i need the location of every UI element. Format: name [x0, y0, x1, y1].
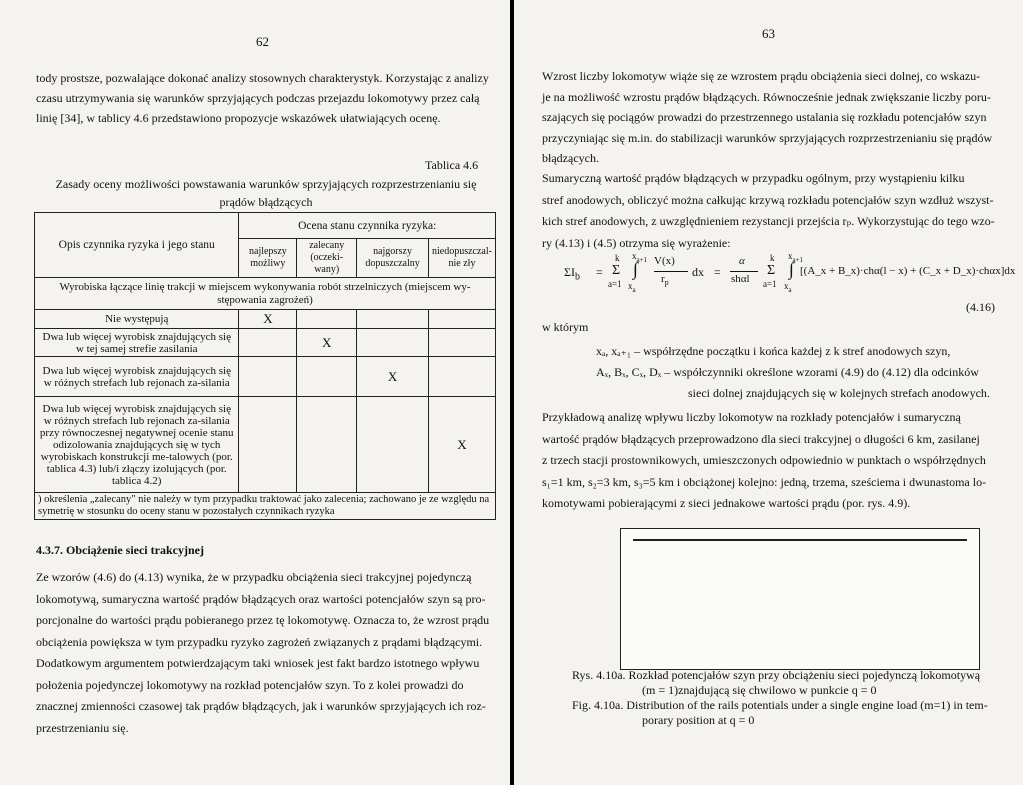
body-line: znacznej zmienności czasowej tak prądów błądzących, jak i warunków sprzyjających ich roz- — [36, 699, 486, 713]
para-line: kich stref anodowych, z uwzględnieniem rezystancji przejścia rₚ. Wykorzystując do tego wzo- — [542, 214, 995, 228]
int2-top-x: x — [788, 251, 793, 261]
definitions — [596, 341, 1016, 404]
body-line: obciążenia powiększa w tym przypadku ryzyko zagrożeń związanych z prądami błądzącymi. — [36, 634, 483, 649]
rating-worst-acceptable: najgorszy dopuszczalny — [357, 239, 429, 278]
body-line: porcjonalne do wartości prądu pobieranego przez tę lokomotywę. Oznacza to, że wzrost prądu — [36, 613, 490, 627]
row-label: Dwa lub więcej wyrobisk znajdujących się w tej samej strefie zasilania — [35, 329, 239, 357]
risk-table — [34, 212, 496, 520]
int1-bottom-x: x — [628, 281, 633, 291]
paragraph-3 — [542, 407, 1014, 515]
empty-cell — [239, 357, 297, 397]
intro-line: czasu utrzymywania się warunków sprzyjających podczas przejazdu lokomotywy przez całą — [36, 91, 480, 105]
table-section-row: Wyrobiska łączące linię trakcji w miejscem wykonywania robót strzelniczych (miejscem wy-stępowania zagrożeń) — [35, 278, 496, 310]
int1-bottom — [628, 281, 636, 294]
empty-cell — [297, 310, 357, 329]
def-symbol: Aₓ, Bₓ, Cₓ, Dₓ — [596, 365, 662, 379]
left-page — [0, 0, 510, 785]
table-footnote: ) określenia „zalecany" nie należy w tym przypadku traktować jako zalecenia; zachowano je ze względu na symetrię w stosunku do oceny stanu w pozostałych czynnikach ryzyka — [35, 493, 496, 520]
paragraph-1 — [542, 66, 1014, 169]
equation-4-16 — [564, 251, 1016, 295]
section-heading: 4.3.7. Obciążenie sieci trakcyjnej — [36, 543, 204, 557]
empty-cell — [239, 397, 297, 493]
rating-recommended: zalecany (oczeki-wany) — [297, 239, 357, 278]
para-line: wartość prądów błądzących przeprowadzono dla sieci trakcyjnej o długości 6 km, zasilanej — [542, 431, 980, 446]
int2-bottom-x: x — [784, 281, 789, 291]
empty-cell — [357, 329, 429, 357]
figure-caption — [572, 668, 1012, 728]
frac1-den — [661, 273, 669, 287]
para-line: s₁=1 km, s₂=3 km, s₃=5 km i obciążonej kolejno: jedną, trzema, sześciema i dwunastoma lo- — [542, 474, 987, 489]
para-line: stref anodowych, obliczyć można całkując krzywą rozkładu potencjałów szyn wzdłuż wszyst- — [542, 192, 994, 207]
int1-top-sub: a+1 — [636, 255, 648, 264]
para-line: szających się pociągów prowadzi do przestrzennego ustalania się rozkładu potencjałów szyn — [542, 110, 987, 124]
where-label: w którym — [542, 320, 589, 334]
para-line: komotywami pobierającymi z sieci jednakowe wartości prądu (por. rys. 4.9). — [542, 496, 911, 510]
para-line: Sumaryczną wartość prądów błądzących w przypadku ogólnym, przy wystąpieniu kilku — [542, 171, 965, 185]
eq-equals: = — [596, 265, 603, 279]
right-page — [514, 0, 1023, 785]
intro-paragraph — [36, 68, 506, 128]
table-row — [35, 397, 496, 493]
def-symbol: xₐ, xₐ₊₁ — [596, 344, 632, 358]
frac1-num: V(x) — [654, 255, 675, 267]
paragraph-2 — [542, 168, 1014, 254]
caption-en-text-2: porary position at q = 0 — [642, 713, 755, 727]
intro-line: tody prostsze, pozwalające dokonać analizy stosownych charakterystyk. Korzystając z analizy — [36, 71, 489, 85]
caption-pl-text: Rozkład potencjałów szyn przy obciążeniu sieci pojedynczą lokomotywą — [628, 668, 981, 682]
para-line: ry (4.13) i (4.5) otrzyma się wyrażenie: — [542, 235, 731, 250]
row-mark: X — [239, 310, 297, 329]
definition-row — [596, 383, 1016, 404]
para-line: z trzech stacji prostownikowych, umieszczonych odpowiednio w punktach o współrzędnych — [542, 453, 986, 467]
table-row — [35, 310, 496, 329]
sum2-top: k — [770, 253, 775, 263]
para-line: przyczyniając się m.in. do stabilizacji warunków sprzyjających rozprzestrzenianiu się prądów — [542, 130, 993, 145]
row-label: Dwa lub więcej wyrobisk znajdujących się w różnych strefach lub rejonach za-silania — [35, 357, 239, 397]
eq-lhs-sub: b — [574, 271, 580, 283]
table-label: Tablica 4.6 — [425, 158, 479, 172]
body-line: Ze wzorów (4.6) do (4.13) wynika, że w przypadku obciążenia sieci trakcyjnej pojedynczą — [36, 570, 472, 584]
empty-cell — [297, 397, 357, 493]
body-line: przestrzenianiu się. — [36, 720, 129, 735]
frac2-bar — [730, 271, 758, 272]
rating-best: najlepszy możliwy — [239, 239, 297, 278]
sum1-symbol: Σ — [612, 263, 621, 278]
row-label: Dwa lub więcej wyrobisk znajdujących się w różnych strefach lub rejonach za-silania przy równoczesnej negatywnej ocenie stanu odizolowania znajdujących się w tych wyrobiskach konstrukcji me-talowych (por. tablica 4.3) lub/i złączy izolujących (por. tablica 4.2) — [35, 397, 239, 493]
figure-4-10a — [620, 528, 980, 670]
table-title — [36, 175, 496, 211]
sum1-top: k — [615, 253, 620, 263]
page-number-left: 62 — [256, 34, 269, 49]
empty-cell — [428, 329, 495, 357]
int1-bottom-sub: a — [632, 285, 636, 294]
caption-pl-text-2: (m = 1)znajdującą się chwilowo w punkcie q = 0 — [642, 683, 877, 697]
caption-en-label: Fig. 4.10a. — [572, 698, 624, 712]
int1-top-x: x — [632, 251, 637, 261]
table-title-line: prądów błądzących — [219, 195, 313, 209]
eq-lhs-text: ΣI — [564, 265, 575, 279]
sum2-symbol: Σ — [767, 263, 776, 278]
empty-cell — [297, 357, 357, 397]
figure-top-line — [633, 539, 967, 541]
para-line: Przykładową analizę wpływu liczby lokomotyw na rozkłady potencjałów i sumaryczną — [542, 410, 961, 424]
page-number-right: 63 — [762, 26, 775, 41]
def-text: sieci dolnej znajdujących się w kolejnych strefach anodowych. — [688, 386, 990, 400]
caption-en — [572, 698, 1012, 713]
rating-unacceptable: niedopuszczal-nie zły — [428, 239, 495, 278]
table-row — [35, 357, 496, 397]
def-text: – współczynniki określone wzorami (4.9) do (4.12) dla odcinków — [664, 365, 979, 379]
body-paragraph — [36, 567, 506, 739]
row-mark: X — [297, 329, 357, 357]
int1-symbol: ∫ — [633, 259, 638, 279]
dx1: dx — [692, 265, 704, 279]
row-mark: X — [428, 397, 495, 493]
col-header-rating: Ocena stanu czynnika ryzyka: — [239, 213, 496, 239]
empty-cell — [428, 310, 495, 329]
empty-cell — [357, 310, 429, 329]
para-line: je na możliwość wzrostu prądów błądzących. Równocześnie jednak zwiększanie liczby poru- — [542, 89, 991, 104]
definition-row — [596, 341, 1016, 362]
definition-row — [596, 362, 1016, 383]
eq-lhs — [564, 265, 580, 282]
eq-equals-2: = — [714, 265, 721, 279]
int2-symbol: ∫ — [789, 259, 794, 279]
sum1-bottom: a=1 — [608, 279, 622, 289]
row-label: Nie występują — [35, 310, 239, 329]
int2-top-sub: a+1 — [792, 255, 804, 264]
int2-bottom-sub: a — [788, 285, 792, 294]
col-header-factor: Opis czynnika ryzyka i jego stanu — [35, 213, 239, 278]
frac1-den-r: r — [661, 273, 665, 285]
frac2-num: α — [739, 255, 745, 267]
frac2-den: shαl — [731, 273, 750, 285]
def-text: – współrzędne początku i końca każdej z k stref anodowych szyn, — [634, 344, 951, 358]
frac1-bar — [654, 271, 688, 272]
eq-body: [(A_x + B_x)·chα(l − x) + (C_x + D_x)·chαx]dx — [800, 265, 1016, 277]
sum2-bottom: a=1 — [763, 279, 777, 289]
body-line: lokomotywą, sumaryczna wartość prądów błądzących oraz wartości potencjałów szyn są pro- — [36, 591, 486, 606]
table-title-line: Zasady oceny możliwości powstawania warunków sprzyjających rozprzestrzenianiu się — [55, 177, 477, 191]
empty-cell — [428, 357, 495, 397]
para-line: błądzących. — [542, 151, 599, 165]
intro-line: linię [34], w tablicy 4.6 przedstawiono propozycje wskazówek ułatwiających ocenę. — [36, 111, 441, 125]
int2-bottom — [784, 281, 792, 294]
equation-number: (4.16) — [966, 300, 995, 314]
body-line: położenia pojedynczej lokomotywy na rozkład potencjałów szyn. To z kolei prowadzi do — [36, 677, 464, 692]
row-mark: X — [357, 357, 429, 397]
caption-en-text: Distribution of the rails potentials under a single engine load (m=1) in tem- — [626, 698, 988, 712]
table-row — [35, 329, 496, 357]
body-line: Dodatkowym argumentem potwierdzającym taki wniosek jest fakt bardzo istotnego wpływu — [36, 656, 480, 670]
caption-pl-label: Rys. 4.10a. — [572, 668, 626, 682]
empty-cell — [239, 329, 297, 357]
para-line: Wzrost liczby lokomotyw wiąże się ze wzrostem prądu obciążenia sieci dolnej, co wskazu- — [542, 69, 981, 83]
caption-pl — [572, 668, 1012, 683]
frac1-den-sub: p — [664, 278, 669, 288]
empty-cell — [357, 397, 429, 493]
